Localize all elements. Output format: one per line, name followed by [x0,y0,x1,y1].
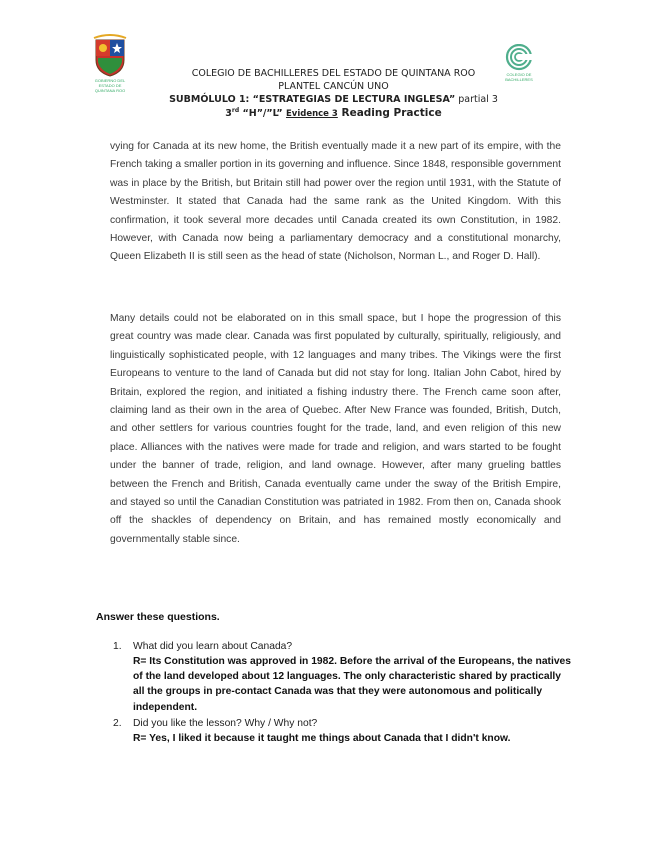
evidence-label: Evidence 3 [285,109,338,120]
state-logo-caption: GOBIERNO DEL ESTADO DE QUINTANA ROO [94,78,126,93]
grade-suffix: rd [231,107,240,114]
question-1 [113,639,292,654]
paragraph-2: Many details could not be elaborated on in this small space, but I hope the progression of this great country was made clear. Canada was first populated by culturally, spiritually, religiously, and linguistically sophisticated people, with 12 languages and many tribes. The Vikings were the first Europeans to venture to the land of Canada but did not stay for long. Italian John Cabot, hired by Britain, explored the region, and initiated a fishing industry there. The French came soon after, claiming land as their own in the area of Quebec. After New France was founded, British, Dutch, and other settlers for various countries fought for the trade, land, and even religion of this new place. Alliances with the natives were made for trade and religion, and wars started to be fought under the banner of trade, religion, and land ownage. However, after many grueling battles between the French and British, Canada eventually came under the sway of the British Empire, and stayed so until the Canadian Constitution was patriated in 1982. From then on, Canada shook off the shackles of dependency on Britain, and has remained mostly economically and governmentally stable since. [110,313,561,545]
campus-name: PLANTEL CANCÚN UNO [278,81,389,92]
evidence-title [6,107,655,119]
school-name: COLEGIO DE BACHILLERES DEL ESTADO DE QUINTANA ROO [191,68,476,79]
question-2 [113,716,317,731]
question-number: 1. [113,641,122,652]
cobach-logo-caption: COLEGIO DE BACHILLERES [505,72,533,82]
paragraph-1: vying for Canada at its new home, the British eventually made it a new part of its empire, with the French taking a smaller portion in its governing and influence. Since 1848, responsible government was in place by the British, but Britain still had power over the region until 1931, with the Statute of Westminster. It stated that Canada had the same rank as the United Kingdom. With this confirmation, it took several more decades until Canada created its own Constitution, in 1982. However, with Canada now being a parliamentary democracy and a constitutional monarchy, Queen Elizabeth II is still seen as the head of state (Nicholson, Norman L., and Roger D. Hall). [110,141,561,263]
grade: 3 [225,108,232,120]
submodule-name: SUBMÓLULO 1: “ESTRATEGIAS DE LECTURA INGLESA” [169,94,456,105]
submodule-title [6,94,655,105]
questions-title: Answer these questions. [96,611,220,623]
question-number: 2. [113,718,122,729]
partial-label: partial 3 [455,94,498,105]
answer-2: R= Yes, I liked it because it taught me things about Canada that I didn't know. [133,733,511,744]
question-text: What did you learn about Canada? [133,641,293,652]
question-text: Did you like the lesson? Why / Why not? [133,718,318,729]
group: “H”/”L” [239,108,286,120]
reading-practice-label: Reading Practice [337,107,442,120]
answer-1: R= Its Constitution was approved in 1982. Before the arrival of the Europeans, the natives of the land developed about 12 languages. The only characteristic shared by practically all the groups in pre-contact Canada was that they were autonomous and politically independent. [133,656,572,713]
